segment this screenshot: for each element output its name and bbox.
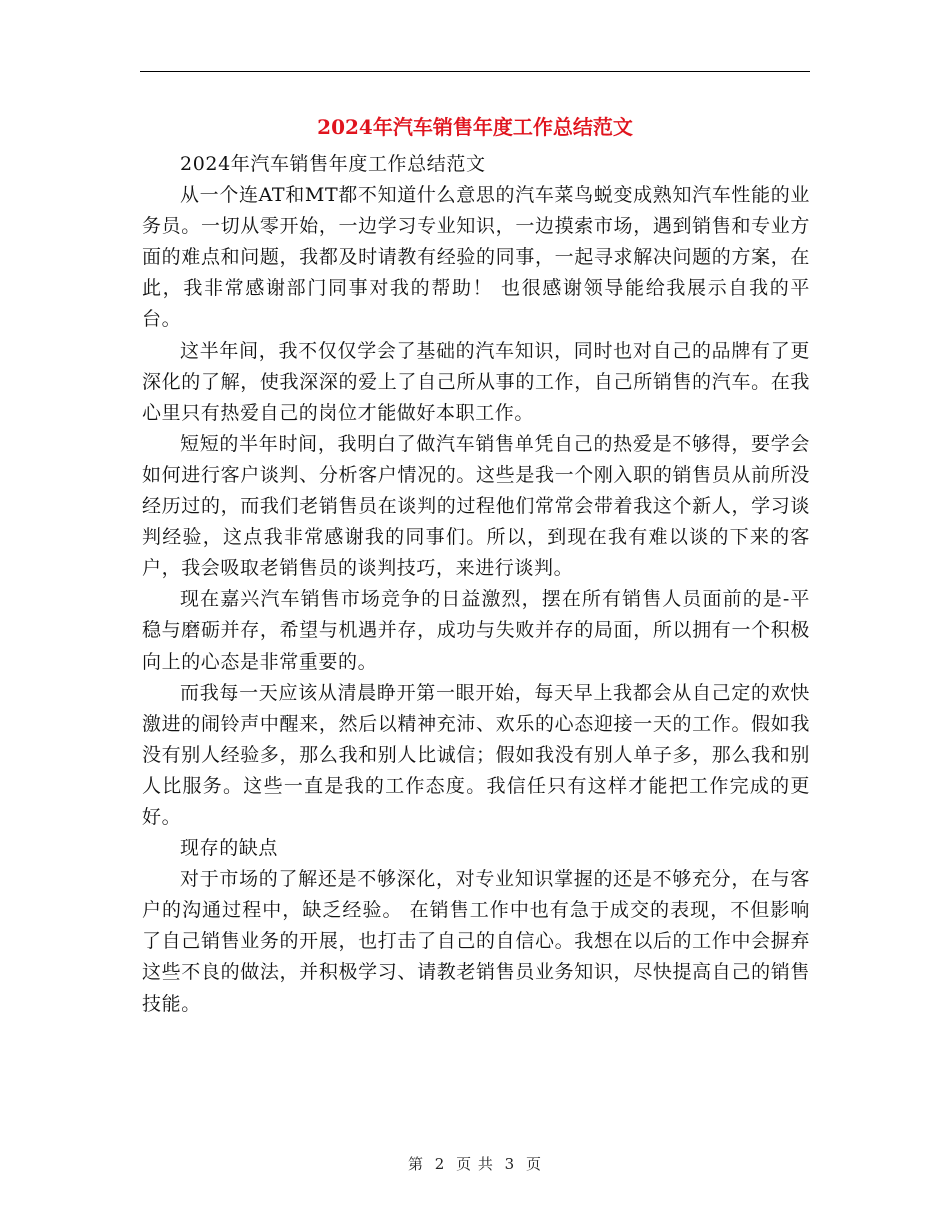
paragraph: 现在嘉兴汽车销售市场竞争的日益激烈，摆在所有销售人员面前的是-平稳与磨砺并存，希望与机遇并存，成功与失败并存的局面，所以拥有一个积极向上的心态是非常重要的。 [142, 588, 810, 673]
section-heading: 现存的缺点 [180, 837, 279, 860]
paragraph: 而我每一天应该从清晨睁开第一眼开始，每天早上我都会从自己定的欢快激进的闹铃声中醒来，然后以精神充沛、欢乐的心态迎接一天的工作。假如我没有别人经验多，那么我和别人比诚信；假如我没有别人单子多，那么我和别人比服务。这些一直是我的工作态度。我信任只有这样才能把工作完成的更好。 [142, 681, 810, 828]
header-rule [140, 71, 810, 72]
footer-prefix: 第 [407, 1155, 424, 1173]
footer-suffix: 页 [526, 1155, 543, 1173]
page-footer [0, 1153, 950, 1174]
paragraph: 短短的半年时间，我明白了做汽车销售单凭自己的热爱是不够得，要学会如何进行客户谈判、分析客户情况的。这些是我一个刚入职的销售员从前所没经历过的，而我们老销售员在谈判的过程他们常常会带着我这个新人，学习谈判经验，这点我非常感谢我的同事们。所以，到现在我有难以谈的下来的客户，我会吸取老销售员的谈判技巧，来进行谈判。 [142, 432, 810, 580]
document-title: 2024年汽车销售年度工作总结范文 [317, 115, 633, 139]
current-page-number: 2 [434, 1155, 446, 1173]
total-page-count: 3 [504, 1155, 516, 1173]
document-body [142, 149, 810, 1020]
paragraph: 从一个连AT和MT都不知道什么意思的汽车菜鸟蜕变成熟知汽车性能的业务员。一切从零开始，一边学习专业知识，一边摸索市场，遇到销售和专业方面的难点和问题，我都及时请教有经验的同事，一起寻求解决问题的方案，在此，我非常感谢部门同事对我的帮助！ 也很感谢领导能给我展示自我的平台。 [142, 184, 810, 331]
paragraph: 这半年间，我不仅仅学会了基础的汽车知识，同时也对自己的品牌有了更深化的了解，使我深深的爱上了自己所从事的工作，自己所销售的汽车。在我心里只有热爱自己的岗位才能做好本职工作。 [142, 339, 810, 424]
footer-middle: 页 共 [456, 1155, 494, 1173]
paragraph-subtitle: 2024年汽车销售年度工作总结范文 [180, 153, 486, 175]
paragraph: 对于市场的了解还是不够深化，对专业知识掌握的还是不够充分，在与客户的沟通过程中，缺乏经验。 在销售工作中也有急于成交的表现，不但影响了自己销售业务的开展，也打击了自己的自信心。我想在以后的工作中会摒弃这些不良的做法，并积极学习、请教老销售员业务知识，尽快提高自己的销售技能。 [142, 868, 810, 1015]
